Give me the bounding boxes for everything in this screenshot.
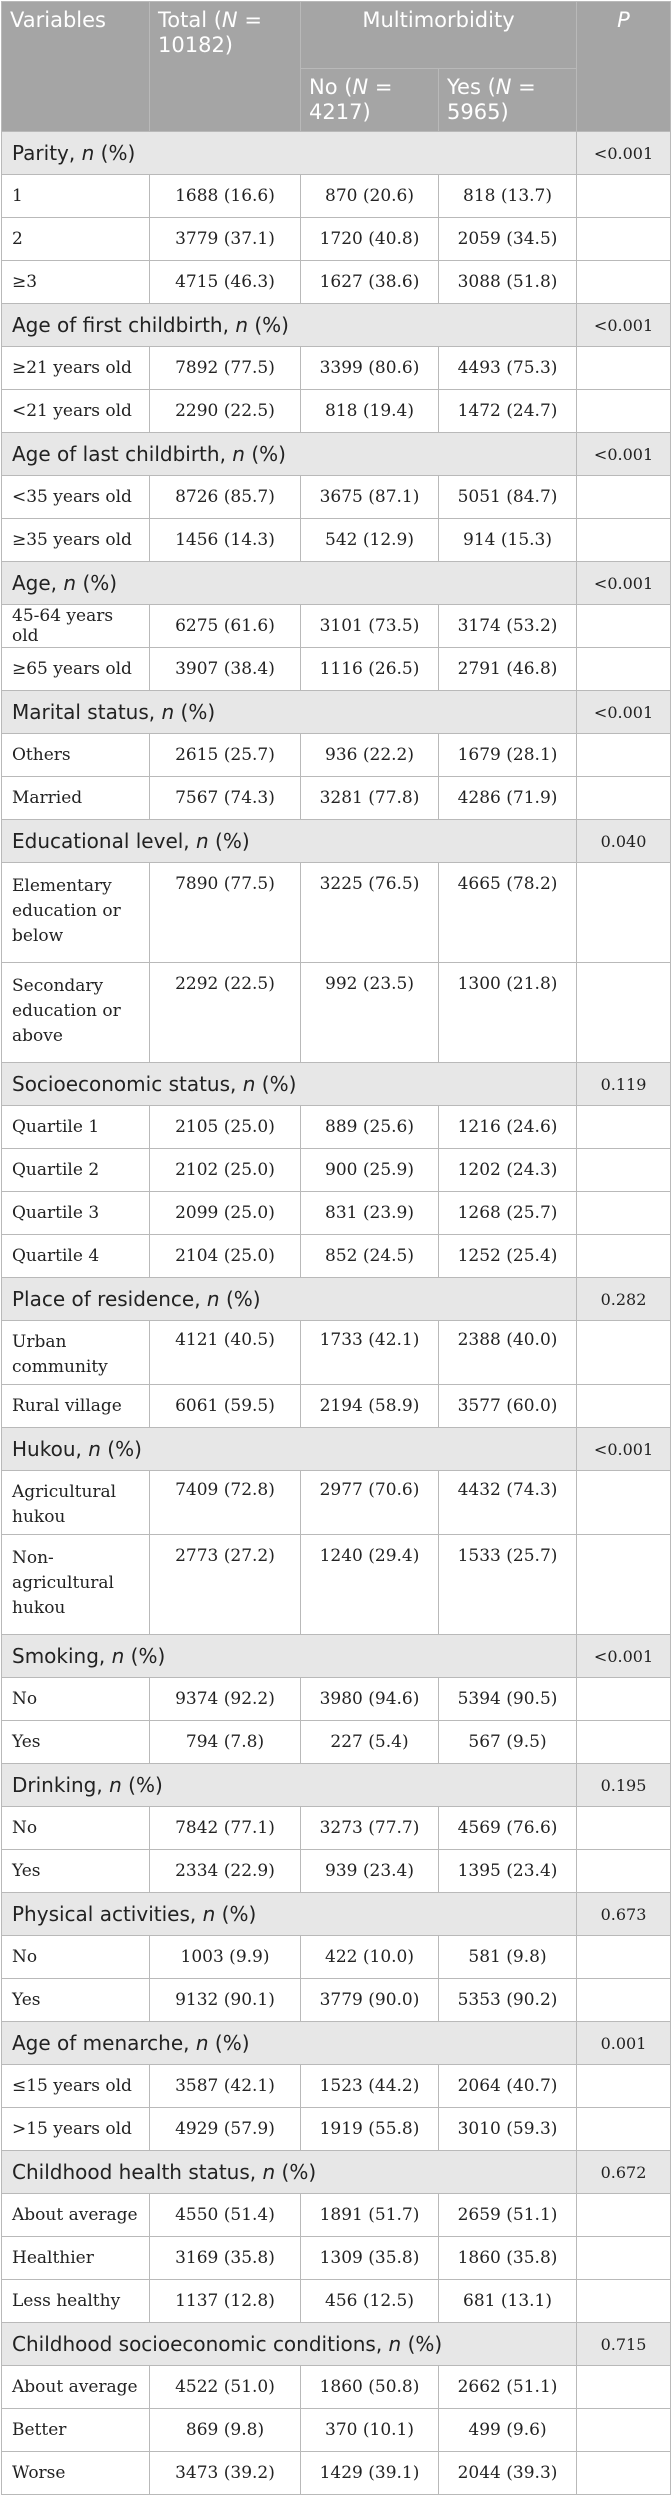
table-row: [2, 1535, 671, 1635]
table-row: [2, 175, 671, 218]
no-multimorbidity-cell: 227 (5.4): [301, 1721, 439, 1764]
section-header-row: [2, 1063, 671, 1106]
section-title: Physical activities, n (%): [2, 1893, 577, 1936]
no-multimorbidity-cell: 3980 (94.6): [301, 1678, 439, 1721]
header-total: Total (N = 10182): [150, 2, 301, 132]
empty-p-cell: [577, 1936, 671, 1979]
yes-multimorbidity-cell: 5353 (90.2): [439, 1979, 577, 2022]
header-no: No (N = 4217): [301, 69, 439, 132]
table-header: [2, 2, 671, 132]
yes-multimorbidity-cell: 914 (15.3): [439, 519, 577, 562]
empty-p-cell: [577, 648, 671, 691]
row-label: Yes: [2, 1850, 150, 1893]
total-cell: 7409 (72.8): [150, 1471, 301, 1535]
table-row: [2, 2366, 671, 2409]
total-cell: 2290 (22.5): [150, 390, 301, 433]
empty-p-cell: [577, 1321, 671, 1385]
no-multimorbidity-cell: 3273 (77.7): [301, 1807, 439, 1850]
table-row: [2, 390, 671, 433]
no-multimorbidity-cell: 3779 (90.0): [301, 1979, 439, 2022]
section-header-row: [2, 820, 671, 863]
yes-multimorbidity-cell: 818 (13.7): [439, 175, 577, 218]
yes-multimorbidity-cell: 3088 (51.8): [439, 261, 577, 304]
no-multimorbidity-cell: 3399 (80.6): [301, 347, 439, 390]
section-title: Childhood health status, n (%): [2, 2151, 577, 2194]
section-header-row: [2, 2022, 671, 2065]
yes-multimorbidity-cell: 5051 (84.7): [439, 476, 577, 519]
table-row: [2, 2108, 671, 2151]
table-row: [2, 777, 671, 820]
row-label: ≥65 years old: [2, 648, 150, 691]
row-label: Elementary education or below: [2, 863, 150, 963]
yes-multimorbidity-cell: 4432 (74.3): [439, 1471, 577, 1535]
section-header-row: [2, 1764, 671, 1807]
no-multimorbidity-cell: 2194 (58.9): [301, 1385, 439, 1428]
empty-p-cell: [577, 1535, 671, 1635]
section-title: Hukou, n (%): [2, 1428, 577, 1471]
table-row: [2, 1235, 671, 1278]
table-row: [2, 734, 671, 777]
total-cell: 4121 (40.5): [150, 1321, 301, 1385]
total-cell: 3907 (38.4): [150, 648, 301, 691]
total-cell: 1003 (9.9): [150, 1936, 301, 1979]
yes-multimorbidity-cell: 1395 (23.4): [439, 1850, 577, 1893]
yes-multimorbidity-cell: 3010 (59.3): [439, 2108, 577, 2151]
total-cell: 2334 (22.9): [150, 1850, 301, 1893]
empty-p-cell: [577, 2065, 671, 2108]
empty-p-cell: [577, 476, 671, 519]
yes-multimorbidity-cell: 2059 (34.5): [439, 218, 577, 261]
empty-p-cell: [577, 1235, 671, 1278]
yes-multimorbidity-cell: 1202 (24.3): [439, 1149, 577, 1192]
empty-p-cell: [577, 1149, 671, 1192]
header-variables: Variables: [2, 2, 150, 132]
total-cell: 2292 (22.5): [150, 963, 301, 1063]
yes-multimorbidity-cell: 1860 (35.8): [439, 2237, 577, 2280]
p-value: <0.001: [577, 304, 671, 347]
no-multimorbidity-cell: 1860 (50.8): [301, 2366, 439, 2409]
yes-multimorbidity-cell: 1300 (21.8): [439, 963, 577, 1063]
total-cell: 3587 (42.1): [150, 2065, 301, 2108]
table-row: [2, 1936, 671, 1979]
section-title: Marital status, n (%): [2, 691, 577, 734]
table-row: [2, 605, 671, 648]
no-multimorbidity-cell: 1116 (26.5): [301, 648, 439, 691]
section-header-row: [2, 2151, 671, 2194]
table-row: [2, 1850, 671, 1893]
total-cell: 7567 (74.3): [150, 777, 301, 820]
empty-p-cell: [577, 1678, 671, 1721]
empty-p-cell: [577, 218, 671, 261]
section-header-row: [2, 433, 671, 476]
yes-multimorbidity-cell: 2662 (51.1): [439, 2366, 577, 2409]
no-multimorbidity-cell: 1733 (42.1): [301, 1321, 439, 1385]
table-row: [2, 2409, 671, 2452]
row-label: No: [2, 1807, 150, 1850]
row-label: Urban community: [2, 1321, 150, 1385]
total-cell: 2102 (25.0): [150, 1149, 301, 1192]
yes-multimorbidity-cell: 4286 (71.9): [439, 777, 577, 820]
yes-multimorbidity-cell: 2064 (40.7): [439, 2065, 577, 2108]
empty-p-cell: [577, 261, 671, 304]
table-row: [2, 1149, 671, 1192]
row-label: Quartile 2: [2, 1149, 150, 1192]
yes-multimorbidity-cell: 4493 (75.3): [439, 347, 577, 390]
table-body: [2, 132, 671, 2495]
empty-p-cell: [577, 2452, 671, 2495]
p-value: 0.282: [577, 1278, 671, 1321]
table-row: [2, 963, 671, 1063]
total-cell: 1137 (12.8): [150, 2280, 301, 2323]
yes-multimorbidity-cell: 1216 (24.6): [439, 1106, 577, 1149]
table-row: [2, 476, 671, 519]
row-label: Secondary education or above: [2, 963, 150, 1063]
no-multimorbidity-cell: 1240 (29.4): [301, 1535, 439, 1635]
yes-multimorbidity-cell: 1533 (25.7): [439, 1535, 577, 1635]
p-value: <0.001: [577, 562, 671, 605]
total-cell: 794 (7.8): [150, 1721, 301, 1764]
empty-p-cell: [577, 2280, 671, 2323]
empty-p-cell: [577, 1979, 671, 2022]
no-multimorbidity-cell: 542 (12.9): [301, 519, 439, 562]
no-multimorbidity-cell: 1523 (44.2): [301, 2065, 439, 2108]
table-row: [2, 1678, 671, 1721]
section-header-row: [2, 562, 671, 605]
row-label: >15 years old: [2, 2108, 150, 2151]
table-row: [2, 2194, 671, 2237]
empty-p-cell: [577, 963, 671, 1063]
row-label: About average: [2, 2194, 150, 2237]
yes-multimorbidity-cell: 1679 (28.1): [439, 734, 577, 777]
empty-p-cell: [577, 1192, 671, 1235]
no-multimorbidity-cell: 370 (10.1): [301, 2409, 439, 2452]
table-row: [2, 2237, 671, 2280]
header-p: P: [577, 2, 671, 132]
table-row: [2, 2280, 671, 2323]
row-label: Quartile 1: [2, 1106, 150, 1149]
row-label: Non-agricultural hukou: [2, 1535, 150, 1635]
total-cell: 7842 (77.1): [150, 1807, 301, 1850]
row-label: ≥35 years old: [2, 519, 150, 562]
empty-p-cell: [577, 347, 671, 390]
p-value: 0.673: [577, 1893, 671, 1936]
section-title: Educational level, n (%): [2, 820, 577, 863]
row-label: Married: [2, 777, 150, 820]
p-value: 0.195: [577, 1764, 671, 1807]
row-label: Quartile 4: [2, 1235, 150, 1278]
section-header-row: [2, 1635, 671, 1678]
no-multimorbidity-cell: 422 (10.0): [301, 1936, 439, 1979]
empty-p-cell: [577, 519, 671, 562]
table-row: [2, 2065, 671, 2108]
table-row: [2, 1321, 671, 1385]
yes-multimorbidity-cell: 499 (9.6): [439, 2409, 577, 2452]
total-cell: 6275 (61.6): [150, 605, 301, 648]
empty-p-cell: [577, 2108, 671, 2151]
yes-multimorbidity-cell: 1268 (25.7): [439, 1192, 577, 1235]
no-multimorbidity-cell: 818 (19.4): [301, 390, 439, 433]
section-header-row: [2, 132, 671, 175]
row-label: Rural village: [2, 1385, 150, 1428]
empty-p-cell: [577, 863, 671, 963]
row-label: Quartile 3: [2, 1192, 150, 1235]
total-cell: 2773 (27.2): [150, 1535, 301, 1635]
header-multimorbidity: Multimorbidity: [301, 2, 577, 69]
empty-p-cell: [577, 777, 671, 820]
row-label: Yes: [2, 1979, 150, 2022]
empty-p-cell: [577, 1471, 671, 1535]
p-value: <0.001: [577, 1428, 671, 1471]
no-multimorbidity-cell: 456 (12.5): [301, 2280, 439, 2323]
no-multimorbidity-cell: 1891 (51.7): [301, 2194, 439, 2237]
yes-multimorbidity-cell: 3577 (60.0): [439, 1385, 577, 1428]
section-header-row: [2, 304, 671, 347]
empty-p-cell: [577, 175, 671, 218]
total-cell: 3169 (35.8): [150, 2237, 301, 2280]
yes-multimorbidity-cell: 2659 (51.1): [439, 2194, 577, 2237]
row-label: ≤15 years old: [2, 2065, 150, 2108]
empty-p-cell: [577, 2409, 671, 2452]
no-multimorbidity-cell: 870 (20.6): [301, 175, 439, 218]
row-label: Agricultural hukou: [2, 1471, 150, 1535]
total-cell: 4929 (57.9): [150, 2108, 301, 2151]
empty-p-cell: [577, 2237, 671, 2280]
total-cell: 9374 (92.2): [150, 1678, 301, 1721]
table-row: [2, 218, 671, 261]
p-value: 0.715: [577, 2323, 671, 2366]
empty-p-cell: [577, 1106, 671, 1149]
yes-multimorbidity-cell: 681 (13.1): [439, 2280, 577, 2323]
total-cell: 2615 (25.7): [150, 734, 301, 777]
section-title: Drinking, n (%): [2, 1764, 577, 1807]
row-label: 2: [2, 218, 150, 261]
row-label: <35 years old: [2, 476, 150, 519]
no-multimorbidity-cell: 900 (25.9): [301, 1149, 439, 1192]
no-multimorbidity-cell: 852 (24.5): [301, 1235, 439, 1278]
row-label: No: [2, 1936, 150, 1979]
row-label: Healthier: [2, 2237, 150, 2280]
no-multimorbidity-cell: 3101 (73.5): [301, 605, 439, 648]
p-value: 0.040: [577, 820, 671, 863]
section-title: Smoking, n (%): [2, 1635, 577, 1678]
empty-p-cell: [577, 2366, 671, 2409]
yes-multimorbidity-cell: 5394 (90.5): [439, 1678, 577, 1721]
total-cell: 4715 (46.3): [150, 261, 301, 304]
section-title: Childhood socioeconomic conditions, n (%): [2, 2323, 577, 2366]
p-value: <0.001: [577, 1635, 671, 1678]
section-header-row: [2, 691, 671, 734]
yes-multimorbidity-cell: 2044 (39.3): [439, 2452, 577, 2495]
table-row: [2, 863, 671, 963]
p-value: <0.001: [577, 132, 671, 175]
table-row: [2, 1471, 671, 1535]
section-title: Age, n (%): [2, 562, 577, 605]
total-cell: 6061 (59.5): [150, 1385, 301, 1428]
no-multimorbidity-cell: 1309 (35.8): [301, 2237, 439, 2280]
empty-p-cell: [577, 390, 671, 433]
yes-multimorbidity-cell: 581 (9.8): [439, 1936, 577, 1979]
yes-multimorbidity-cell: 2791 (46.8): [439, 648, 577, 691]
row-label: ≥21 years old: [2, 347, 150, 390]
table-row: [2, 261, 671, 304]
row-label: 1: [2, 175, 150, 218]
row-label: Less healthy: [2, 2280, 150, 2323]
no-multimorbidity-cell: 1720 (40.8): [301, 218, 439, 261]
table-row: [2, 1192, 671, 1235]
section-header-row: [2, 1893, 671, 1936]
p-value: 0.119: [577, 1063, 671, 1106]
no-multimorbidity-cell: 939 (23.4): [301, 1850, 439, 1893]
empty-p-cell: [577, 734, 671, 777]
table-row: [2, 519, 671, 562]
total-cell: 7890 (77.5): [150, 863, 301, 963]
p-value: <0.001: [577, 691, 671, 734]
no-multimorbidity-cell: 1627 (38.6): [301, 261, 439, 304]
table-row: [2, 1979, 671, 2022]
section-title: Place of residence, n (%): [2, 1278, 577, 1321]
table-row: [2, 1807, 671, 1850]
section-title: Age of menarche, n (%): [2, 2022, 577, 2065]
no-multimorbidity-cell: 3675 (87.1): [301, 476, 439, 519]
no-multimorbidity-cell: 2977 (70.6): [301, 1471, 439, 1535]
total-cell: 4522 (51.0): [150, 2366, 301, 2409]
table-row: [2, 1385, 671, 1428]
row-label: About average: [2, 2366, 150, 2409]
p-value: 0.001: [577, 2022, 671, 2065]
p-value: <0.001: [577, 433, 671, 476]
total-cell: 1688 (16.6): [150, 175, 301, 218]
table-row: [2, 347, 671, 390]
row-label: No: [2, 1678, 150, 1721]
row-label: 45-64 years old: [2, 605, 150, 648]
total-cell: 2099 (25.0): [150, 1192, 301, 1235]
row-label: ≥3: [2, 261, 150, 304]
section-title: Age of first childbirth, n (%): [2, 304, 577, 347]
table-row: [2, 2452, 671, 2495]
total-cell: 3473 (39.2): [150, 2452, 301, 2495]
total-cell: 2104 (25.0): [150, 1235, 301, 1278]
section-header-row: [2, 1428, 671, 1471]
row-label: Yes: [2, 1721, 150, 1764]
section-title: Parity, n (%): [2, 132, 577, 175]
no-multimorbidity-cell: 1919 (55.8): [301, 2108, 439, 2151]
row-label: Others: [2, 734, 150, 777]
section-header-row: [2, 2323, 671, 2366]
row-label: Worse: [2, 2452, 150, 2495]
yes-multimorbidity-cell: 1472 (24.7): [439, 390, 577, 433]
table-row: [2, 1106, 671, 1149]
header-yes: Yes (N = 5965): [439, 69, 577, 132]
no-multimorbidity-cell: 3225 (76.5): [301, 863, 439, 963]
table-row: [2, 648, 671, 691]
empty-p-cell: [577, 1807, 671, 1850]
no-multimorbidity-cell: 3281 (77.8): [301, 777, 439, 820]
row-label: Better: [2, 2409, 150, 2452]
section-title: Socioeconomic status, n (%): [2, 1063, 577, 1106]
empty-p-cell: [577, 2194, 671, 2237]
yes-multimorbidity-cell: 4569 (76.6): [439, 1807, 577, 1850]
total-cell: 9132 (90.1): [150, 1979, 301, 2022]
empty-p-cell: [577, 605, 671, 648]
no-multimorbidity-cell: 889 (25.6): [301, 1106, 439, 1149]
total-cell: 7892 (77.5): [150, 347, 301, 390]
total-cell: 869 (9.8): [150, 2409, 301, 2452]
total-cell: 3779 (37.1): [150, 218, 301, 261]
row-label: <21 years old: [2, 390, 150, 433]
section-header-row: [2, 1278, 671, 1321]
p-value: 0.672: [577, 2151, 671, 2194]
table-row: [2, 1721, 671, 1764]
empty-p-cell: [577, 1721, 671, 1764]
section-title: Age of last childbirth, n (%): [2, 433, 577, 476]
yes-multimorbidity-cell: 3174 (53.2): [439, 605, 577, 648]
total-cell: 4550 (51.4): [150, 2194, 301, 2237]
empty-p-cell: [577, 1385, 671, 1428]
empty-p-cell: [577, 1850, 671, 1893]
total-cell: 1456 (14.3): [150, 519, 301, 562]
multimorbidity-table: [1, 1, 671, 2495]
no-multimorbidity-cell: 992 (23.5): [301, 963, 439, 1063]
no-multimorbidity-cell: 936 (22.2): [301, 734, 439, 777]
total-cell: 2105 (25.0): [150, 1106, 301, 1149]
yes-multimorbidity-cell: 567 (9.5): [439, 1721, 577, 1764]
no-multimorbidity-cell: 1429 (39.1): [301, 2452, 439, 2495]
yes-multimorbidity-cell: 2388 (40.0): [439, 1321, 577, 1385]
no-multimorbidity-cell: 831 (23.9): [301, 1192, 439, 1235]
total-cell: 8726 (85.7): [150, 476, 301, 519]
yes-multimorbidity-cell: 1252 (25.4): [439, 1235, 577, 1278]
yes-multimorbidity-cell: 4665 (78.2): [439, 863, 577, 963]
